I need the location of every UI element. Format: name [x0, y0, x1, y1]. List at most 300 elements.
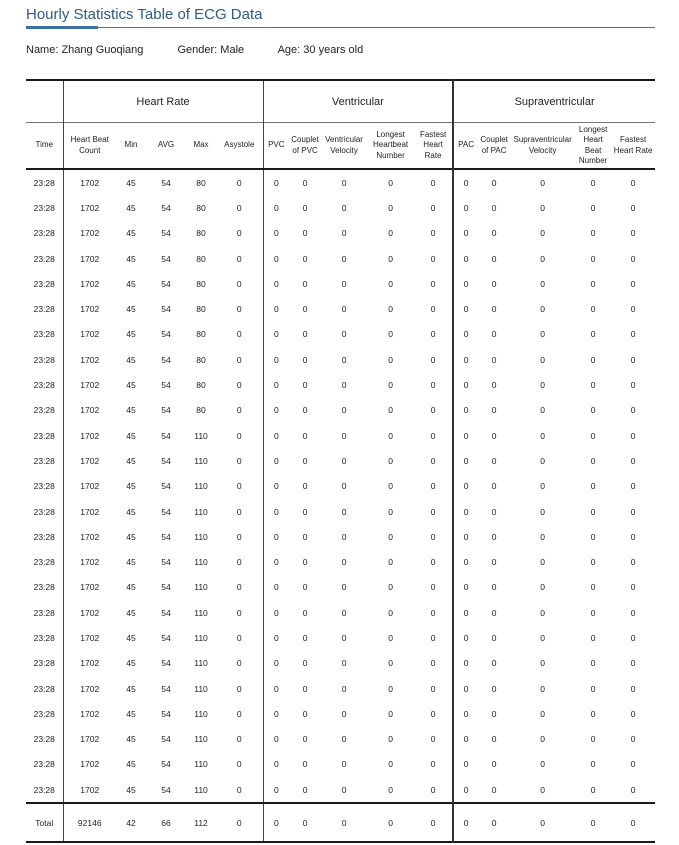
table-cell: 0	[341, 632, 347, 643]
table-cell: 0	[263, 499, 289, 524]
table-cell: 0	[540, 304, 545, 315]
table-cell: 54	[161, 329, 171, 340]
title-accent-bar	[26, 26, 98, 29]
table-cell: 110	[194, 708, 208, 719]
table-cell: 0	[302, 632, 308, 643]
table-cell: 0	[540, 683, 545, 694]
patient-gender: Gender: Male	[177, 44, 245, 56]
table-cell: 0	[236, 304, 242, 315]
table-cell: 0	[388, 607, 393, 618]
table-cell: 23:28	[33, 658, 55, 669]
table-cell: 110	[194, 784, 208, 795]
table-cell: 45	[126, 177, 136, 188]
table-cell: 54	[161, 759, 171, 770]
table-cell: 0	[263, 296, 289, 321]
table-cell: 0	[263, 600, 289, 625]
table-cell: 0	[590, 455, 596, 466]
table-cell: 0	[453, 625, 478, 650]
table-cell: 0	[453, 398, 478, 423]
table-cell: 0	[453, 347, 478, 372]
table-cell: 0	[388, 481, 393, 492]
column-header-row	[26, 123, 655, 170]
table-cell: 0	[590, 253, 596, 264]
table-cell: 110	[194, 734, 208, 745]
table-cell: 110	[194, 607, 208, 618]
table-cell: 0	[540, 481, 545, 492]
patient-name: Name: Zhang Guoqiang	[26, 44, 144, 56]
table-cell: 0	[453, 575, 478, 600]
table-cell: 0	[453, 296, 478, 321]
table-cell: 0	[263, 752, 289, 777]
table-cell: 0	[236, 658, 242, 669]
table-cell: 0	[630, 455, 636, 466]
table-cell: 0	[540, 405, 545, 416]
table-cell: 0	[236, 708, 242, 719]
table-cell: 0	[341, 354, 347, 365]
table-row	[26, 651, 655, 676]
table-cell: 45	[126, 557, 136, 568]
table-cell: 0	[302, 278, 308, 289]
table-cell: 0	[388, 506, 393, 517]
table-cell: 1702	[63, 651, 116, 676]
table-cell: 0	[302, 557, 308, 568]
table-cell: 0	[263, 271, 289, 296]
table-cell: 23:28	[33, 329, 55, 340]
table-cell: 0	[263, 651, 289, 676]
table-cell: 0	[263, 524, 289, 549]
table-cell: 0	[630, 278, 636, 289]
column-header: Ventricular Velocity	[325, 135, 363, 155]
table-cell: 0	[341, 228, 347, 239]
total-cell: 0	[341, 817, 347, 828]
table-cell: 0	[590, 506, 596, 517]
table-cell: 0	[453, 372, 478, 397]
table-row	[26, 169, 655, 195]
table-cell: 0	[630, 632, 636, 643]
table-cell: 0	[590, 708, 596, 719]
table-cell: 1702	[63, 169, 116, 195]
table-row	[26, 549, 655, 574]
table-cell: 0	[630, 430, 636, 441]
table-cell: 1702	[63, 246, 116, 271]
table-cell: 0	[630, 354, 636, 365]
table-cell: 80	[196, 202, 206, 213]
table-cell: 1702	[63, 575, 116, 600]
table-cell: 0	[236, 278, 242, 289]
table-cell: 0	[302, 228, 308, 239]
table-cell: 0	[491, 405, 497, 416]
table-cell: 0	[263, 322, 289, 347]
table-row	[26, 625, 655, 650]
column-header: Max	[193, 140, 209, 150]
table-cell: 0	[453, 524, 478, 549]
table-cell: 0	[453, 600, 478, 625]
table-cell: 0	[236, 430, 242, 441]
table-cell: 0	[263, 169, 289, 195]
table-cell: 0	[453, 499, 478, 524]
table-cell: 0	[263, 347, 289, 372]
table-cell: 0	[540, 708, 545, 719]
table-cell: 23:28	[33, 253, 55, 264]
table-cell: 45	[126, 481, 136, 492]
table-cell: 0	[430, 557, 436, 568]
table-cell: 0	[341, 405, 347, 416]
table-row	[26, 246, 655, 271]
table-cell: 0	[630, 658, 636, 669]
table-cell: 0	[302, 784, 308, 795]
table-cell: 0	[491, 253, 497, 264]
column-header: Longest Heartbeat Number	[372, 129, 409, 160]
table-cell: 45	[126, 253, 136, 264]
table-cell: 54	[161, 177, 171, 188]
table-cell: 1702	[63, 524, 116, 549]
table-cell: 0	[236, 531, 242, 542]
table-cell: 1702	[63, 347, 116, 372]
table-cell: 0	[590, 632, 596, 643]
table-cell: 23:28	[33, 759, 55, 770]
table-cell: 0	[630, 683, 636, 694]
table-cell: 0	[341, 481, 347, 492]
table-cell: 0	[590, 759, 596, 770]
table-row	[26, 423, 655, 448]
table-cell: 0	[491, 278, 497, 289]
table-cell: 0	[236, 481, 242, 492]
table-cell: 45	[126, 708, 136, 719]
table-cell: 0	[430, 329, 436, 340]
table-row	[26, 727, 655, 752]
table-cell: 23:28	[33, 557, 55, 568]
table-cell: 0	[302, 658, 308, 669]
table-cell: 0	[430, 784, 436, 795]
table-cell: 0	[302, 430, 308, 441]
table-cell: 0	[453, 676, 478, 701]
table-cell: 0	[430, 405, 436, 416]
table-cell: 54	[161, 658, 171, 669]
table-cell: 0	[263, 195, 289, 220]
table-cell: 0	[630, 506, 636, 517]
group-supraventricular: Supraventricular	[453, 80, 655, 123]
table-cell: 110	[194, 759, 208, 770]
table-cell: 0	[341, 253, 347, 264]
table-cell: 0	[491, 759, 497, 770]
table-cell: 0	[430, 278, 436, 289]
table-cell: 0	[263, 423, 289, 448]
table-cell: 0	[430, 228, 436, 239]
table-cell: 1702	[63, 322, 116, 347]
table-cell: 0	[540, 658, 545, 669]
table-cell: 0	[491, 607, 497, 618]
table-cell: 0	[302, 253, 308, 264]
table-cell: 80	[196, 177, 206, 188]
table-cell: 0	[302, 506, 308, 517]
table-cell: 110	[194, 632, 208, 643]
total-cell: Total	[35, 817, 54, 828]
table-cell: 0	[388, 708, 393, 719]
table-cell: 0	[491, 380, 497, 391]
table-row	[26, 296, 655, 321]
table-cell: 0	[453, 474, 478, 499]
total-cell: 0	[263, 803, 289, 842]
table-cell: 0	[491, 658, 497, 669]
table-cell: 0	[388, 380, 393, 391]
table-cell: 0	[491, 304, 497, 315]
table-cell: 80	[196, 380, 206, 391]
table-cell: 0	[491, 228, 497, 239]
table-cell: 45	[126, 531, 136, 542]
table-cell: 0	[341, 658, 347, 669]
page-title: Hourly Statistics Table of ECG Data	[26, 6, 263, 23]
table-cell: 0	[302, 405, 308, 416]
table-cell: 1702	[63, 195, 116, 220]
table-cell: 0	[302, 708, 308, 719]
table-cell: 23:28	[33, 531, 55, 542]
table-cell: 1702	[63, 271, 116, 296]
table-cell: 0	[302, 329, 308, 340]
table-cell: 54	[161, 253, 171, 264]
table-cell: 45	[126, 759, 136, 770]
table-cell: 0	[388, 278, 393, 289]
table-cell: 0	[388, 354, 393, 365]
table-cell: 80	[196, 228, 206, 239]
group-heart-rate: Heart Rate	[63, 80, 263, 123]
table-cell: 0	[263, 398, 289, 423]
table-cell: 0	[302, 607, 308, 618]
table-row	[26, 499, 655, 524]
table-cell: 0	[590, 354, 596, 365]
total-cell: 0	[630, 817, 636, 828]
table-cell: 23:28	[33, 607, 55, 618]
table-cell: 0	[302, 481, 308, 492]
table-cell: 0	[302, 177, 308, 188]
table-cell: 45	[126, 607, 136, 618]
table-cell: 0	[236, 177, 242, 188]
table-row	[26, 448, 655, 473]
total-cell: 92146	[63, 803, 116, 842]
table-row	[26, 575, 655, 600]
table-cell: 110	[194, 582, 208, 593]
table-cell: 54	[161, 607, 171, 618]
table-row	[26, 372, 655, 397]
table-cell: 0	[590, 202, 596, 213]
table-cell: 0	[540, 455, 545, 466]
table-cell: 0	[388, 455, 393, 466]
table-cell: 0	[341, 683, 347, 694]
table-cell: 54	[161, 304, 171, 315]
table-cell: 110	[194, 455, 208, 466]
ecg-hourly-table	[26, 79, 655, 843]
table-cell: 54	[161, 708, 171, 719]
column-header: Supraventricular Velocity	[513, 135, 572, 155]
table-cell: 0	[590, 734, 596, 745]
table-cell: 0	[388, 228, 393, 239]
table-cell: 0	[236, 784, 242, 795]
table-cell: 0	[430, 455, 436, 466]
table-cell: 54	[161, 278, 171, 289]
table-cell: 0	[491, 708, 497, 719]
table-cell: 45	[126, 354, 136, 365]
table-cell: 0	[453, 169, 478, 195]
table-cell: 0	[302, 759, 308, 770]
table-cell: 0	[590, 329, 596, 340]
table-cell: 23:28	[33, 481, 55, 492]
table-cell: 54	[161, 582, 171, 593]
table-cell: 0	[263, 701, 289, 726]
table-cell: 23:28	[33, 683, 55, 694]
table-cell: 54	[161, 531, 171, 542]
table-cell: 0	[540, 354, 545, 365]
table-cell: 80	[196, 405, 206, 416]
table-cell: 0	[491, 177, 497, 188]
table-cell: 54	[161, 734, 171, 745]
table-cell: 45	[126, 278, 136, 289]
table-cell: 0	[430, 734, 436, 745]
table-cell: 23:28	[33, 582, 55, 593]
table-cell: 23:28	[33, 455, 55, 466]
table-cell: 110	[194, 430, 208, 441]
table-cell: 0	[341, 177, 347, 188]
table-cell: 0	[491, 329, 497, 340]
table-cell: 23:28	[33, 405, 55, 416]
table-cell: 45	[126, 683, 136, 694]
table-cell: 45	[126, 202, 136, 213]
table-cell: 0	[491, 582, 497, 593]
table-cell: 0	[453, 271, 478, 296]
table-cell: 54	[161, 557, 171, 568]
table-cell: 110	[194, 531, 208, 542]
table-cell: 0	[388, 430, 393, 441]
table-cell: 0	[341, 506, 347, 517]
table-cell: 80	[196, 304, 206, 315]
total-cell: 42	[126, 817, 136, 828]
table-cell: 45	[126, 329, 136, 340]
table-cell: 0	[236, 734, 242, 745]
table-cell: 0	[430, 202, 436, 213]
table-cell: 0	[540, 582, 545, 593]
table-cell: 0	[590, 582, 596, 593]
table-cell: 45	[126, 304, 136, 315]
table-cell: 0	[491, 784, 497, 795]
table-cell: 1702	[63, 727, 116, 752]
table-cell: 1702	[63, 448, 116, 473]
table-cell: 54	[161, 683, 171, 694]
table-cell: 0	[430, 607, 436, 618]
table-cell: 0	[453, 221, 478, 246]
column-header: PAC	[453, 123, 478, 170]
table-row	[26, 347, 655, 372]
table-cell: 45	[126, 658, 136, 669]
table-cell: 0	[590, 430, 596, 441]
table-cell: 0	[388, 253, 393, 264]
table-cell: 0	[491, 734, 497, 745]
table-cell: 0	[540, 632, 545, 643]
table-cell: 0	[540, 784, 545, 795]
total-cell: 112	[194, 817, 208, 828]
table-cell: 0	[341, 582, 347, 593]
table-cell: 80	[196, 354, 206, 365]
column-header: AVG	[157, 140, 175, 150]
table-cell: 0	[430, 582, 436, 593]
total-cell: 0	[430, 817, 436, 828]
table-cell: 45	[126, 582, 136, 593]
column-header: Couplet of PVC	[291, 135, 319, 155]
table-cell: 54	[161, 430, 171, 441]
table-cell: 0	[453, 701, 478, 726]
table-cell: 1702	[63, 701, 116, 726]
table-cell: 0	[263, 474, 289, 499]
column-header: Heart Beat Count	[63, 123, 116, 170]
table-cell: 0	[540, 228, 545, 239]
table-cell: 0	[630, 557, 636, 568]
table-cell: 0	[590, 658, 596, 669]
table-cell: 1702	[63, 221, 116, 246]
table-cell: 0	[430, 759, 436, 770]
table-cell: 0	[341, 708, 347, 719]
table-cell: 23:28	[33, 354, 55, 365]
column-header: PVC	[263, 123, 289, 170]
total-row	[26, 803, 655, 842]
table-cell: 1702	[63, 499, 116, 524]
table-cell: 54	[161, 228, 171, 239]
column-header: Time	[35, 140, 53, 150]
table-cell: 0	[630, 784, 636, 795]
table-cell: 0	[302, 582, 308, 593]
table-row	[26, 221, 655, 246]
table-cell: 0	[388, 759, 393, 770]
table-cell: 80	[196, 253, 206, 264]
table-cell: 0	[236, 405, 242, 416]
table-cell: 0	[263, 575, 289, 600]
table-cell: 0	[453, 423, 478, 448]
table-cell: 0	[263, 221, 289, 246]
table-cell: 23:28	[33, 708, 55, 719]
table-cell: 0	[453, 322, 478, 347]
table-cell: 0	[388, 658, 393, 669]
table-cell: 45	[126, 430, 136, 441]
table-cell: 0	[302, 202, 308, 213]
table-cell: 0	[236, 607, 242, 618]
table-row	[26, 600, 655, 625]
table-cell: 0	[302, 455, 308, 466]
table-cell: 1702	[63, 296, 116, 321]
table-cell: 0	[491, 557, 497, 568]
table-cell: 0	[341, 380, 347, 391]
table-body	[26, 169, 655, 842]
table-cell: 0	[263, 727, 289, 752]
table-cell: 0	[540, 531, 545, 542]
table-cell: 0	[302, 531, 308, 542]
table-row	[26, 195, 655, 220]
table-cell: 45	[126, 632, 136, 643]
table-cell: 45	[126, 455, 136, 466]
table-cell: 23:28	[33, 202, 55, 213]
table-cell: 0	[430, 354, 436, 365]
table-cell: 0	[630, 531, 636, 542]
table-cell: 1702	[63, 625, 116, 650]
table-row	[26, 398, 655, 423]
table-cell: 0	[590, 228, 596, 239]
table-cell: 0	[236, 582, 242, 593]
table-cell: 45	[126, 228, 136, 239]
table-cell: 0	[540, 506, 545, 517]
table-cell: 0	[590, 557, 596, 568]
table-cell: 0	[263, 448, 289, 473]
table-cell: 0	[590, 607, 596, 618]
group-ventricular: Ventricular	[263, 80, 453, 123]
table-cell: 45	[126, 506, 136, 517]
table-cell: 0	[263, 246, 289, 271]
table-cell: 54	[161, 405, 171, 416]
table-cell: 0	[388, 177, 393, 188]
